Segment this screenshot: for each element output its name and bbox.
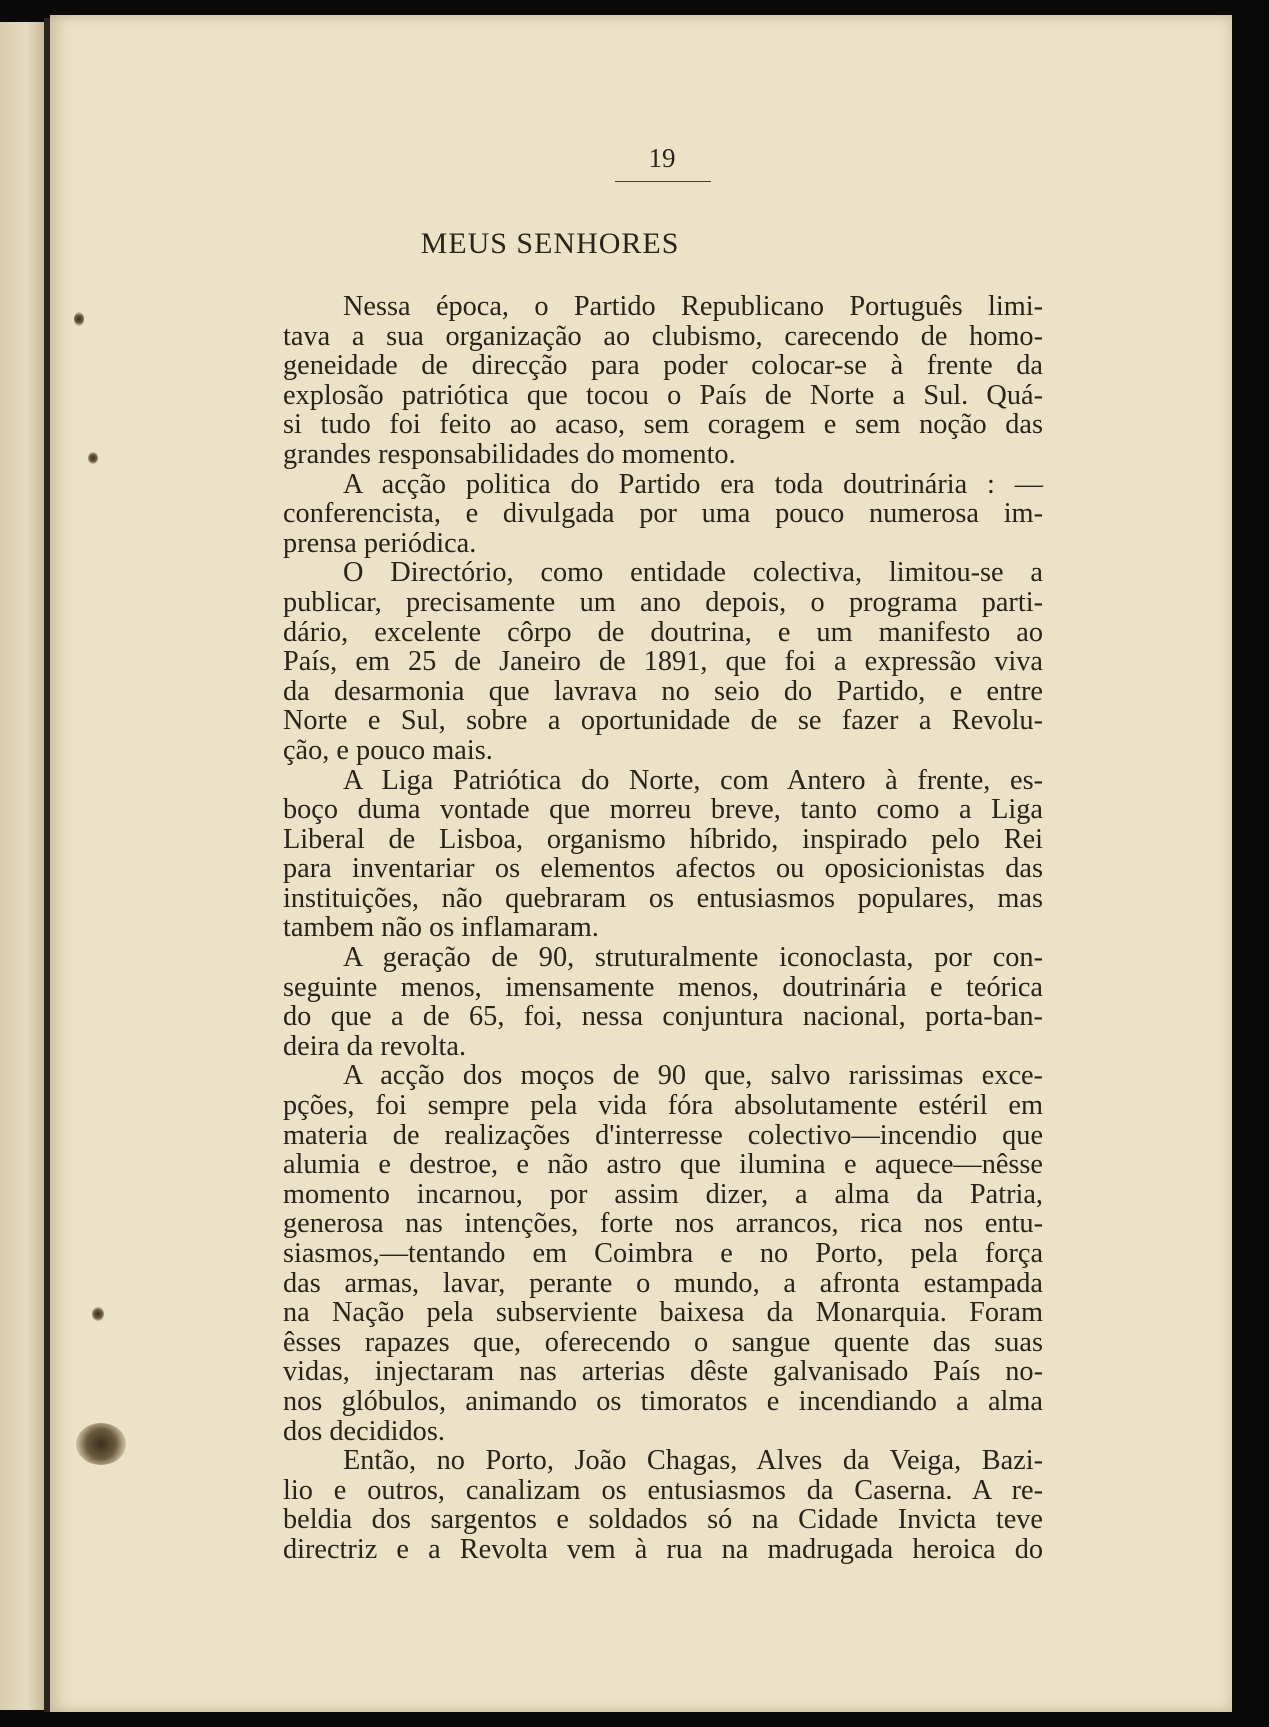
text-line: dos decididos. [283, 1415, 445, 1447]
text-line: País, em 25 de Janeiro de 1891, que foi a expressão viva [283, 646, 1043, 678]
text-line: beldia dos sargentos e soldados só na Cidade Invicta teve [283, 1504, 1043, 1536]
stain-mark [92, 1307, 104, 1321]
facing-page-edge [0, 22, 44, 1710]
text-line: da desarmonia que lavrava no seio do Partido, e entre [283, 675, 1043, 707]
text-line: si tudo foi feito ao acaso, sem coragem e sem noção das [283, 409, 1043, 441]
text-line: prensa periódica. [283, 527, 477, 559]
text-line: Nessa época, o Partido Republicano Português limi- [343, 291, 1043, 322]
text-line: A Liga Patriótica do Norte, com Antero à frente, es- [343, 764, 1043, 796]
text-line: vidas, injectaram nas arterias dêste galvanisado País no- [283, 1356, 1043, 1388]
text-line: materia de realizações d'interresse colectivo—incendio que [283, 1119, 1043, 1151]
text-line: alumia e destroe, e não astro que ilumina e aquece—nêsse [283, 1149, 1043, 1181]
text-line: do que a de 65, foi, nessa conjuntura nacional, porta-ban- [283, 1001, 1043, 1033]
text-line: A acção politica do Partido era toda doutrinária : — [343, 468, 1043, 500]
text-line: tava a sua organização ao clubismo, carecendo de homo- [283, 320, 1043, 352]
stain-mark [74, 312, 84, 326]
text-line: na Nação pela subserviente baixesa da Monarquia. Foram [283, 1297, 1043, 1329]
text-line: lio e outros, canalizam os entusiasmos da Caserna. A re- [283, 1474, 1043, 1506]
text-line: pções, foi sempre pela vida fóra absolutamente estéril em [283, 1090, 1043, 1122]
text-line: A acção dos moços de 90 que, salvo rarissimas exce- [343, 1060, 1043, 1092]
text-line: Então, no Porto, João Chagas, Alves da Veiga, Bazi- [343, 1445, 1043, 1477]
text-line: instituições, não quebraram os entusiasmos populares, mas [283, 882, 1043, 914]
text-line: explosão patriótica que tocou o País de Norte a Sul. Quá- [283, 379, 1043, 411]
punch-hole [76, 1423, 126, 1465]
text-line: deira da revolta. [283, 1030, 467, 1062]
scan-border [1232, 15, 1269, 1712]
text-line: ção, e pouco mais. [283, 734, 493, 766]
text-line: A geração de 90, struturalmente iconoclasta, por con- [343, 942, 1043, 974]
text-line: nos glóbulos, animando os timoratos e incendiando a alma [283, 1385, 1043, 1417]
text-line: boço duma vontade que morreu breve, tanto como a Liga [283, 794, 1043, 826]
text-line: geneidade de direcção para poder colocar-se à frente da [283, 350, 1043, 382]
text-line: O Directório, como entidade colectiva, limitou-se a [343, 557, 1043, 589]
book-page [50, 15, 1232, 1712]
text-line: generosa nas intenções, forte nos arrancos, rica nos entu- [283, 1208, 1043, 1240]
text-line: das armas, lavar, perante o mundo, a afronta estampada [283, 1267, 1043, 1299]
text-line: publicar, precisamente um ano depois, o programa parti- [283, 586, 1043, 618]
text-line: grandes responsabilidades do momento. [283, 438, 736, 470]
text-line: directriz e a Revolta vem à rua na madrugada heroica do [283, 1533, 1043, 1565]
text-line: Liberal de Lisboa, organismo híbrido, inspirado pelo Rei [283, 823, 1043, 855]
page-number-rule [615, 181, 711, 182]
text-line: êsses rapazes que, oferecendo o sangue quente das suas [283, 1326, 1043, 1358]
text-line: para inventariar os elementos afectos ou oposicionistas das [283, 853, 1043, 885]
text-line: momento incarnou, por assim dizer, a alma da Patria, [283, 1178, 1043, 1210]
text-line: conferencista, e divulgada por uma pouco numerosa im- [283, 498, 1043, 530]
text-line: tambem não os inflamaram. [283, 912, 599, 944]
text-line: Norte e Sul, sobre a oportunidade de se fazer a Revolu- [283, 705, 1043, 737]
text-line: seguinte menos, imensamente menos, doutrinária e teórica [283, 971, 1043, 1003]
text-line: dário, excelente côrpo de doutrina, e um manifesto ao [283, 616, 1043, 648]
text-line: siasmos,—tentando em Coimbra e no Porto, pela força [283, 1238, 1043, 1269]
body-text [283, 292, 1043, 1565]
page-number: 19 [648, 143, 676, 173]
page-heading: MEUS SENHORES [420, 227, 680, 260]
stain-mark [88, 452, 98, 464]
